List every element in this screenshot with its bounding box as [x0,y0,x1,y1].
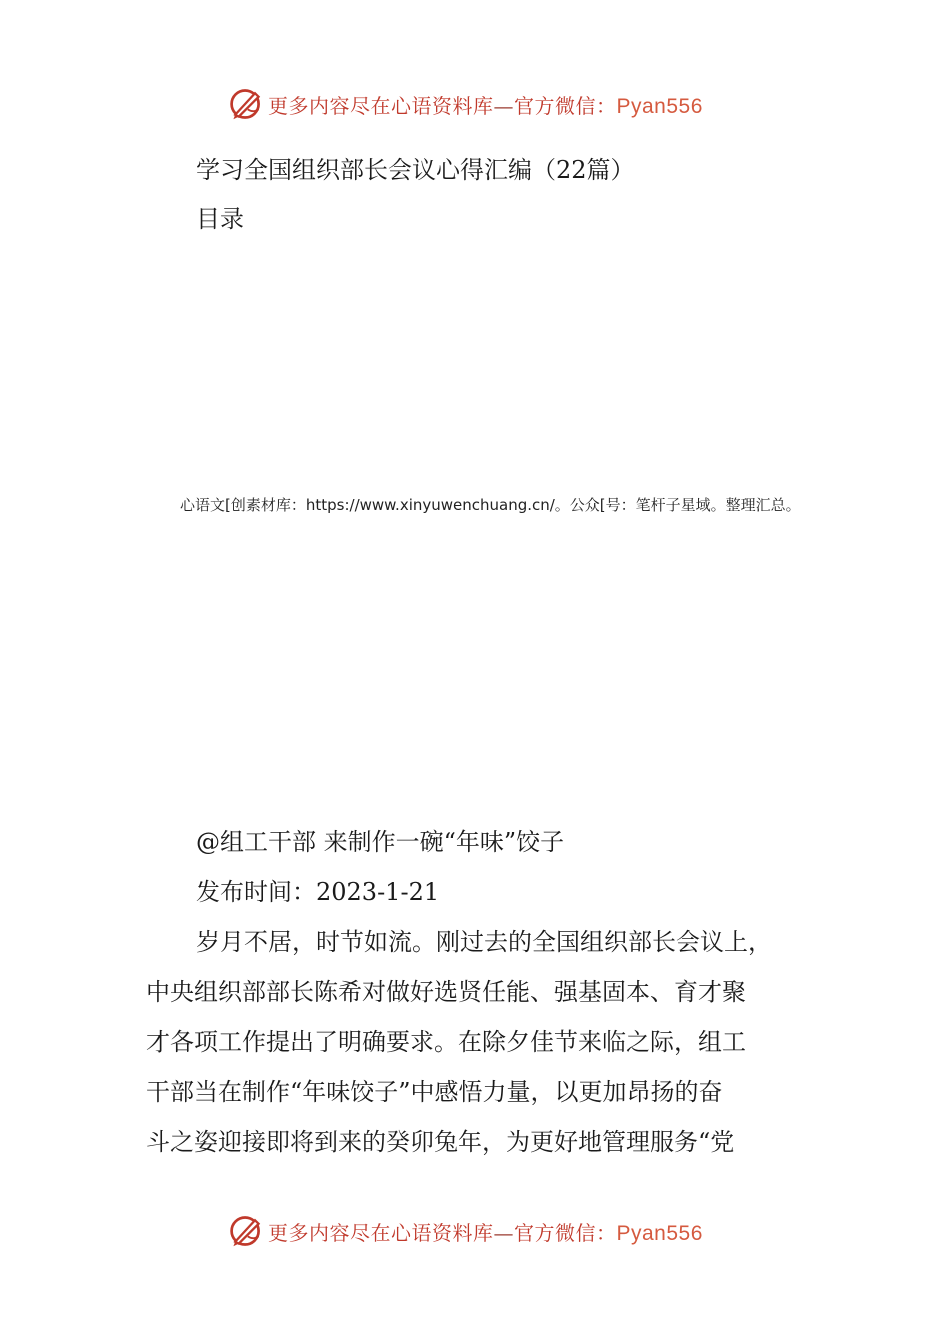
paragraph-line: 中央组织部部长陈希对做好选贤任能、强基固本、育才聚 [146,978,746,1006]
banner-dash: — [493,93,514,118]
footer-banner [228,1211,703,1251]
pen-logo-icon [228,1213,264,1249]
banner-wechat-label: 官方微信： [514,93,617,118]
banner-text: 更多内容尽在心语资料库 [268,93,494,118]
pen-logo-icon [228,86,264,122]
paragraph-line: 斗之姿迎接即将到来的癸卯兔年，为更好地管理服务“党 [146,1128,735,1156]
document-title: 学习全国组织部长会议心得汇编（22篇） [196,156,635,184]
publish-time: 发布时间：2023-1-21 [196,878,440,906]
article-title: @组工干部 来制作一碗“年味”饺子 [196,828,565,856]
toc-heading: 目录 [196,205,244,233]
source-note: 心语文[创素材库：https://www.xinyuwenchuang.cn/。公众[号：笔杆子星域。整理汇总。 [180,496,801,514]
paragraph-line: 岁月不居，时节如流。刚过去的全国组织部长会议上， [196,928,772,956]
banner-wechat-id: Pyan556 [616,1221,703,1245]
paragraph-line: 干部当在制作“年味饺子”中感悟力量，以更加昂扬的奋 [146,1078,723,1106]
header-banner [228,84,703,124]
banner-dash: — [493,1220,514,1245]
banner-text: 更多内容尽在心语资料库 [268,1220,494,1245]
banner-wechat-label: 官方微信： [514,1220,617,1245]
paragraph-line: 才各项工作提出了明确要求。在除夕佳节来临之际，组工 [146,1028,746,1056]
banner-wechat-id: Pyan556 [616,94,703,118]
